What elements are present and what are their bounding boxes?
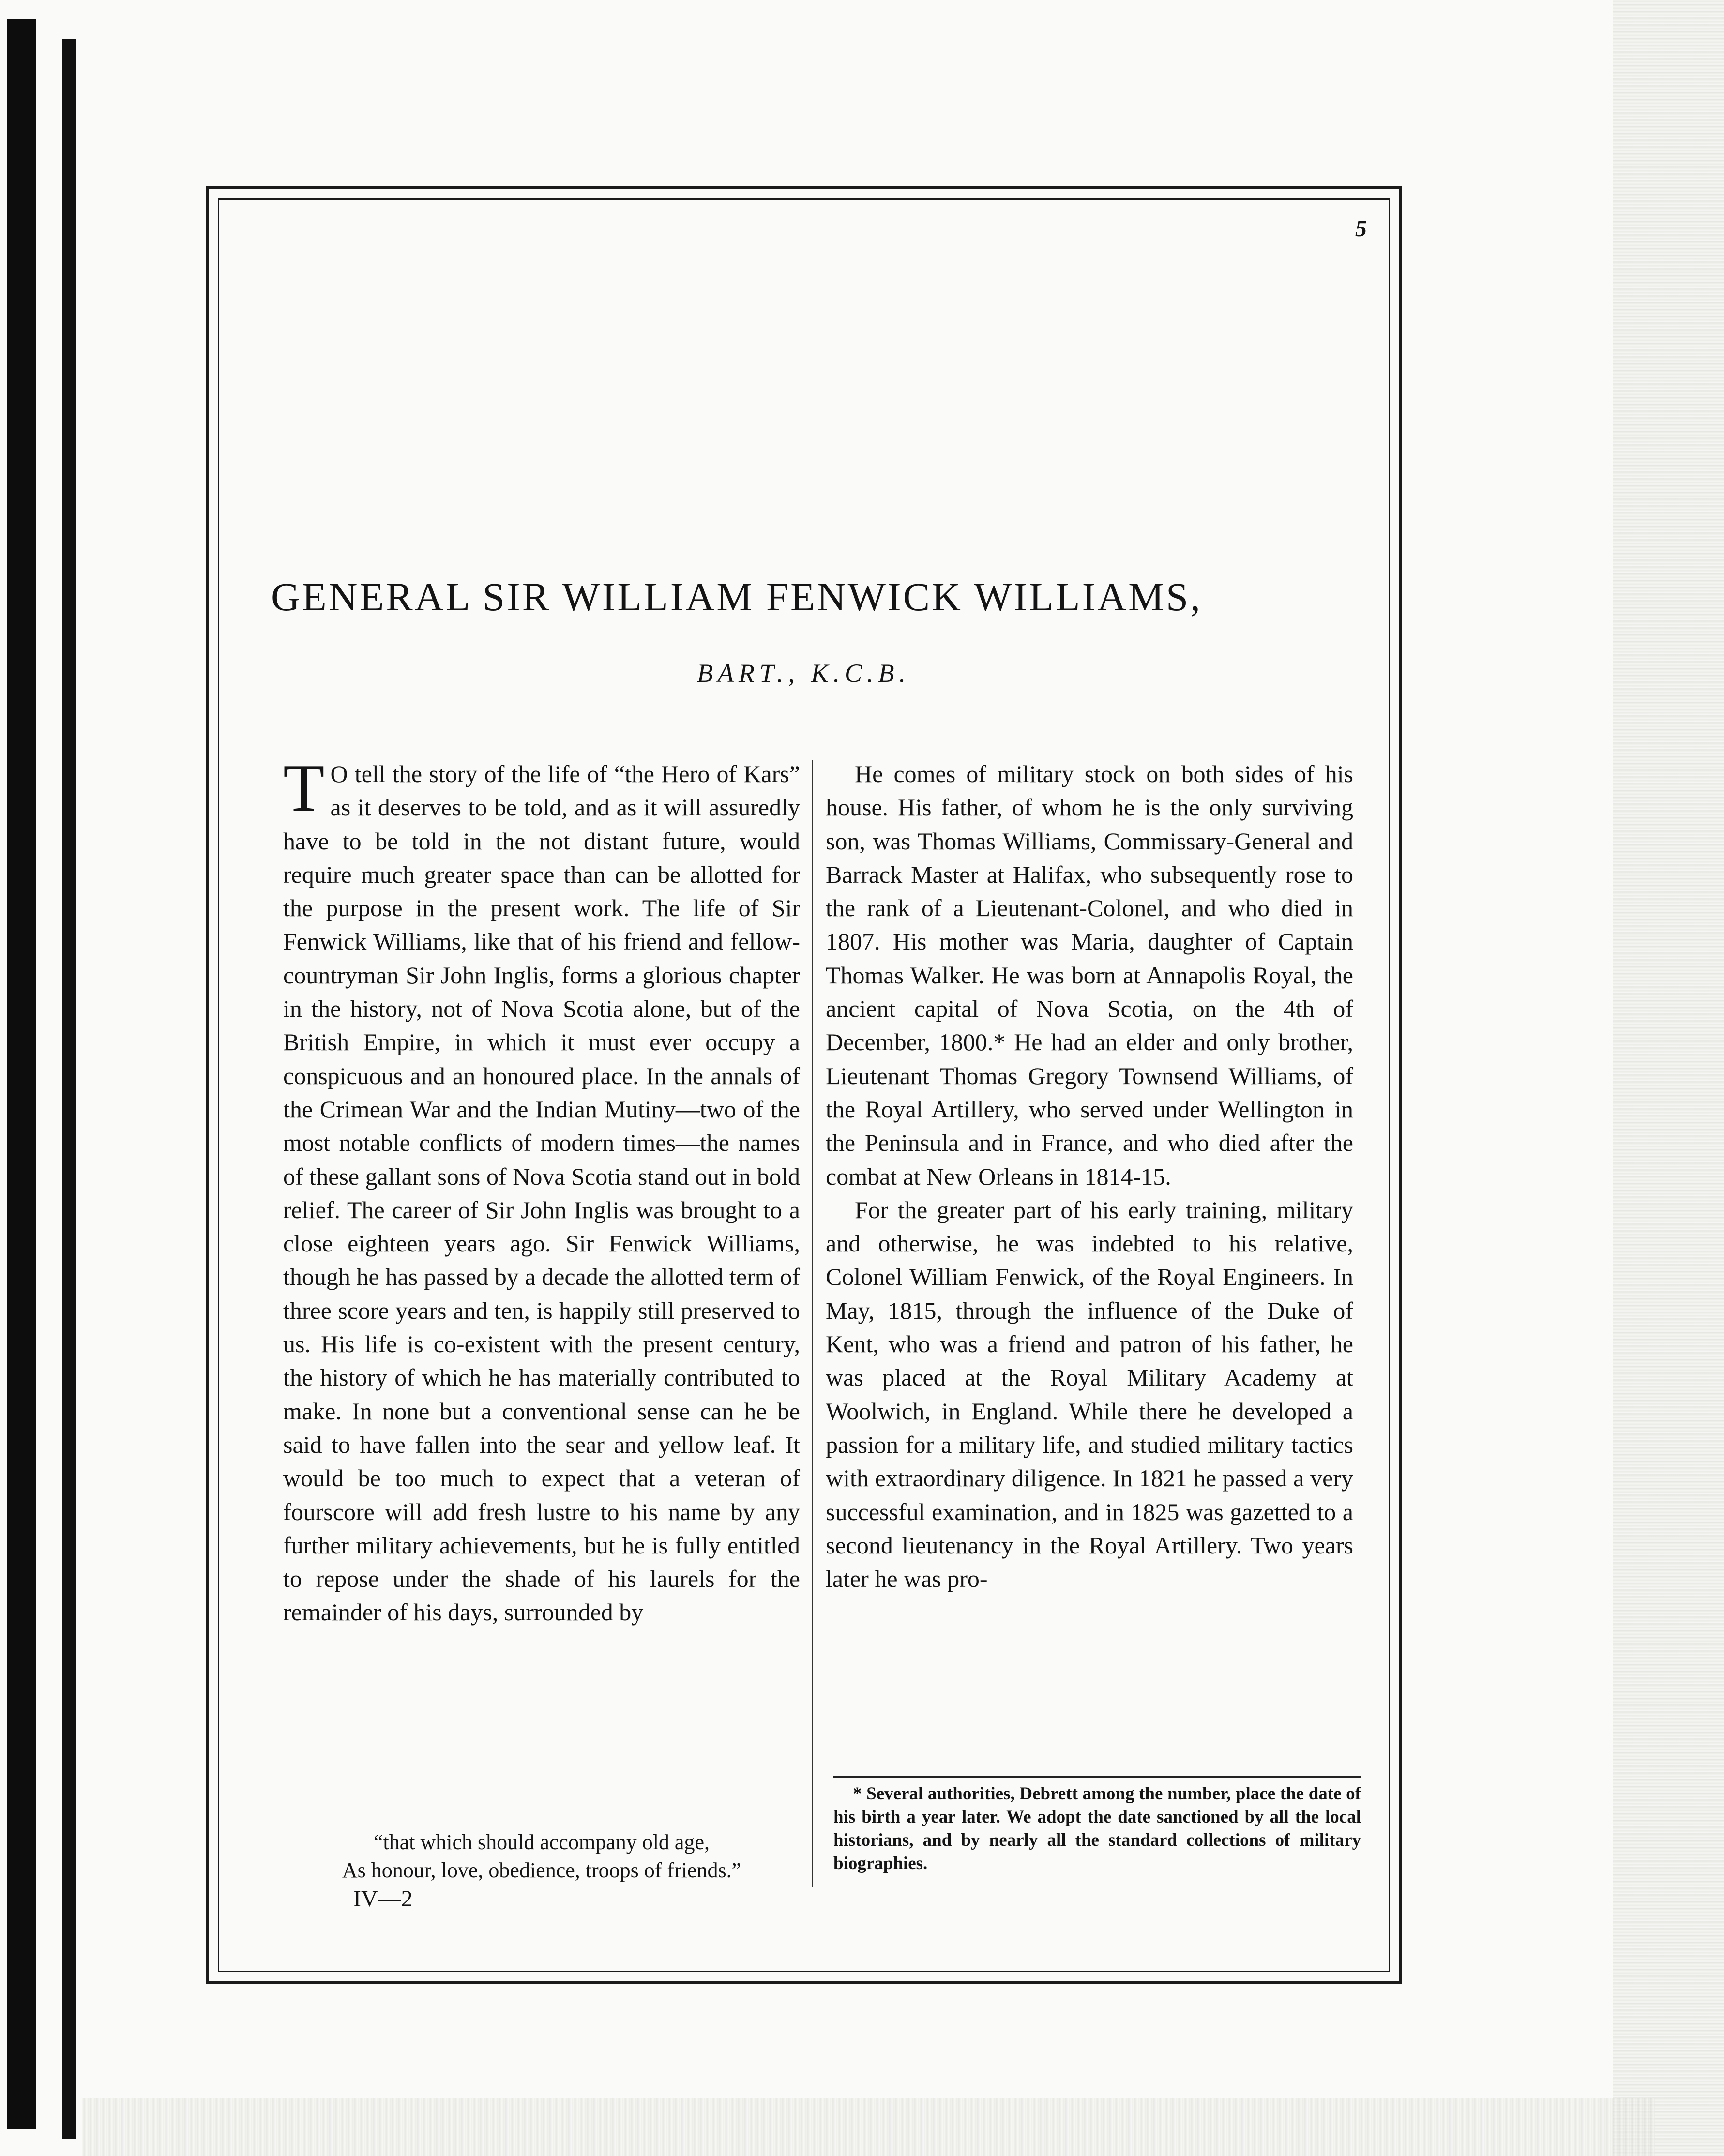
book-gutter-shadow <box>62 39 76 2139</box>
left-paragraph-1 <box>283 751 800 1629</box>
book-spine-shadow <box>7 19 36 2129</box>
right-column <box>826 757 1353 1596</box>
shakespeare-quote <box>283 1828 800 1885</box>
left-column <box>283 751 800 1629</box>
left-paragraph-1-text: O tell the story of the life of “the Hero of Kars” as it deserves to be told, and as it will assuredly have to be told in the not distant future, would require much greater space than can be allotted for the purpose in the present work. The life of Sir Fenwick Williams, like that of his friend and fellow-countryman Sir John Inglis, forms a glorious chapter in the history, not of Nova Scotia alone, but of the British Empire, in which it must ever occupy a conspicuous and an honoured place. In the annals of the Crimean War and the Indian Mutiny—two of the most notable conflicts of modern times—the names of these gallant sons of Nova Scotia stand out in bold relief. The career of Sir John Inglis was brought to a close eighteen years ago. Sir Fenwick Williams, though he has passed by a decade the allotted term of three score years and ten, is happily still preserved to us. His life is co-existent with the present century, the history of which he has materially contributed to make. In none but a conventional sense can he be said to have fallen into the sear and yellow leaf. It would be too much to expect that a veteran of fourscore will add fresh lustre to his name by any further military achievements, but he is fully entitled to repose under the shade of his laurels for the remainder of his days, surrounded by <box>283 760 800 1626</box>
article-subtitle: BART., K.C.B. <box>697 659 911 688</box>
scan-bottom-artifact <box>82 2098 1655 2156</box>
footnote: * Several authorities, Debrett among the number, place the date of his birth a year later. We adopt the date sanctioned by all the local historians, and by nearly all the standard collections of military biographies. <box>833 1784 1361 1873</box>
signature-mark: IV—2 <box>353 1886 413 1912</box>
article-title: GENERAL SIR WILLIAM FENWICK WILLIAMS, <box>271 574 1202 619</box>
quote-line-2: As honour, love, obedience, troops of friends.” <box>342 1858 741 1882</box>
footnote-rule <box>833 1776 1361 1778</box>
scan-edge-artifact <box>1613 0 1724 2156</box>
page-number: 5 <box>1355 216 1367 241</box>
quote-line-1: “that which should accompany old age, <box>373 1830 710 1854</box>
right-paragraph-1: He comes of military stock on both sides of his house. His father, of whom he is the only surviving son, was Thomas Williams, Commissary-General and Barrack Master at Halifax, who subsequently rose to the rank of a Lieutenant-Colonel, and who died in 1807. His mother was Maria, daughter of Captain Thomas Walker. He was born at Annapolis Royal, the ancient capital of Nova Scotia, on the 4th of December, 1800.* He had an elder and only brother, Lieutenant Thomas Gregory Townsend Williams, of the Royal Artillery, who served under Wellington in the Peninsula and in France, and who died after the combat at New Orleans in 1814-15. <box>826 760 1353 1190</box>
column-divider <box>812 760 813 1887</box>
drop-cap: T <box>283 751 325 826</box>
right-paragraph-2: For the greater part of his early training, military and otherwise, he was indebted to his relative, Colonel William Fenwick, of the Royal Engineers. In May, 1815, through the influence of the Duke of Kent, who was a friend and patron of his father, he was placed at the Royal Military Academy at Woolwich, in England. While there he developed a passion for a military life, and studied military tactics with extraordinary diligence. In 1821 he passed a very successful examination, and in 1825 was gazetted to a second lieutenancy in the Royal Artillery. Two years later he was pro- <box>826 1196 1353 1593</box>
